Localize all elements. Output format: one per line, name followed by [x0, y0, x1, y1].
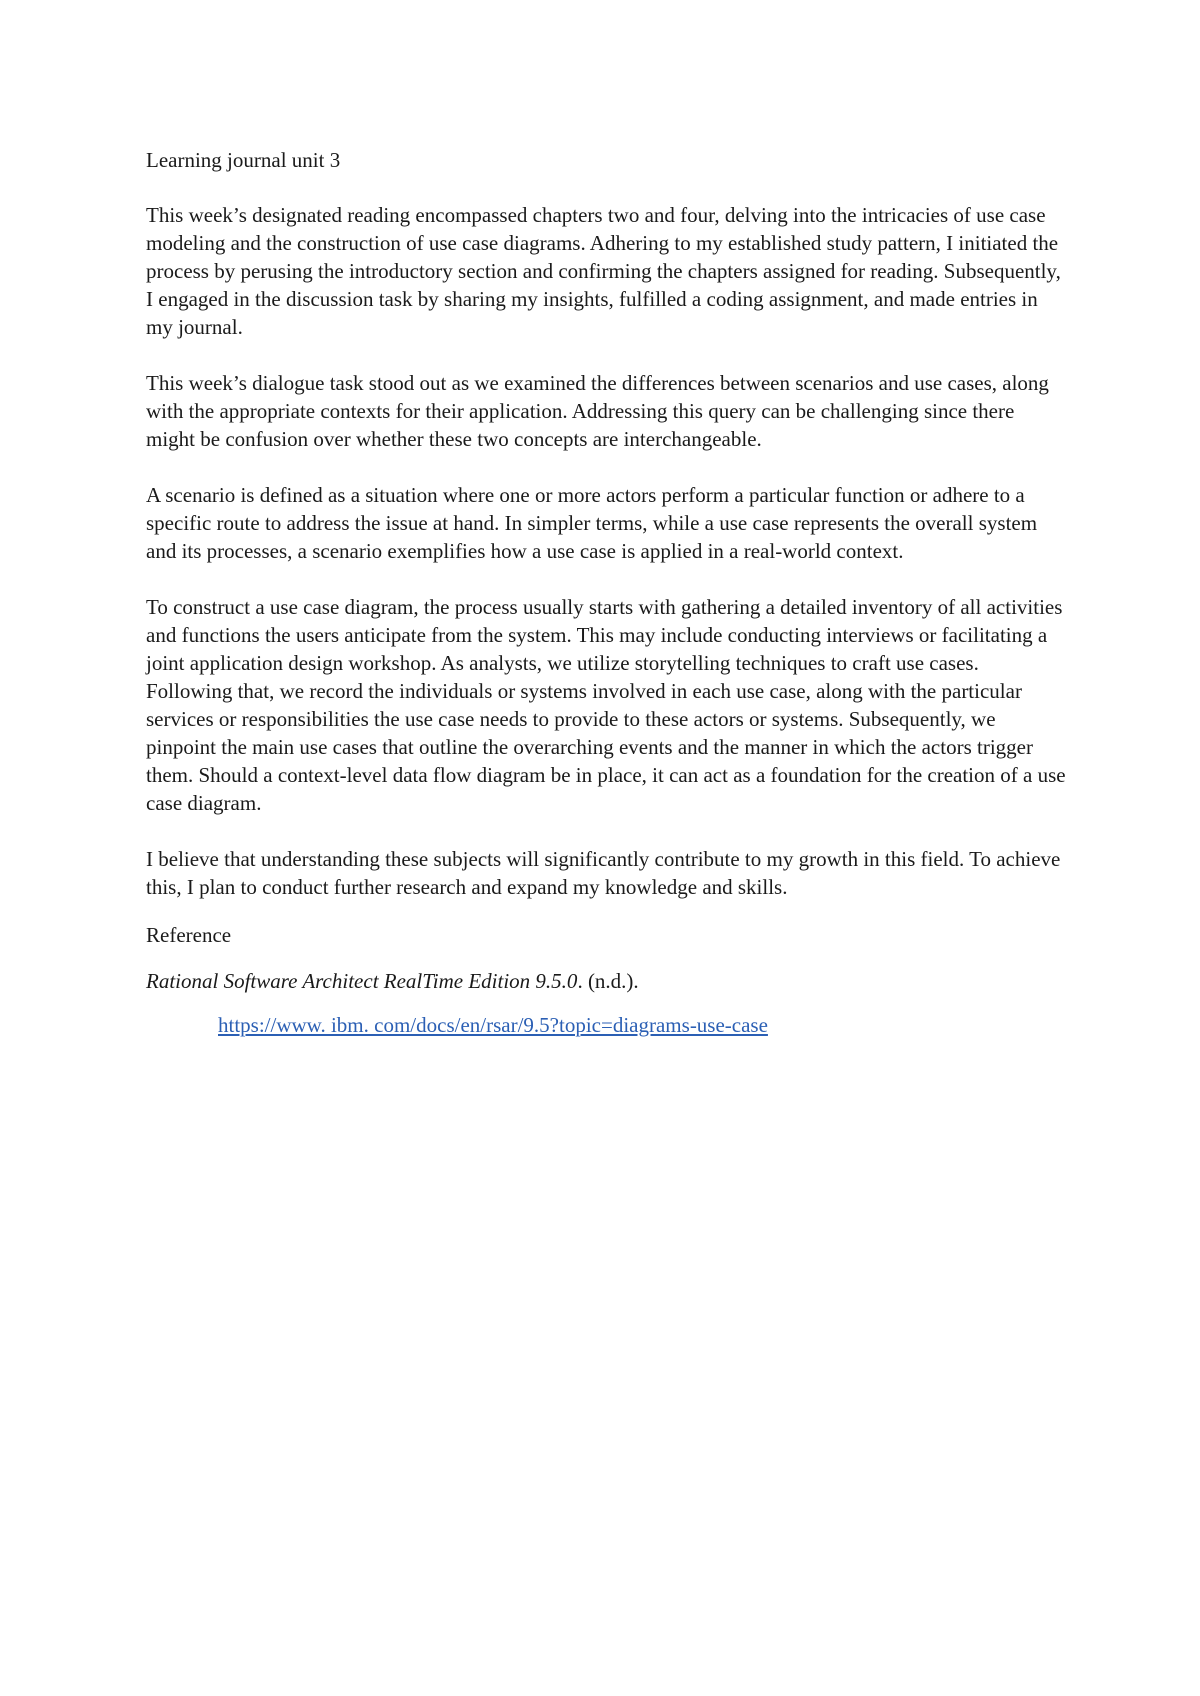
reference-entry — [146, 967, 1066, 995]
document-title: Learning journal unit 3 — [146, 148, 341, 172]
document-body — [146, 146, 1066, 1039]
reference-title: Rational Software Architect RealTime Edition 9.5.0 — [146, 969, 578, 993]
paragraph-conclusion: I believe that understanding these subjects will significantly contribute to my growth in this field. To achieve this, I plan to conduct further research and expand my knowledge and skills. — [146, 847, 1061, 899]
paragraph-scenario-definition: A scenario is defined as a situation where one or more actors perform a particular function or adhere to a specific route to address the issue at hand. In simpler terms, while a use case represents the overall system and its processes, a scenario exemplifies how a use case is applied in a real-world context. — [146, 483, 1038, 563]
paragraph-reading-summary: This week’s designated reading encompassed chapters two and four, delving into the intricacies of use case modeling and the construction of use case diagrams. Adhering to my established study pattern, I initiated the process by perusing the introductory section and confirming the chapters assigned for reading. Subsequently, I engaged in the discussion task by sharing my insights, fulfilled a coding assignment, and made entries in my journal. — [146, 203, 1061, 339]
reference-heading: Reference — [146, 923, 232, 947]
reference-link-line — [146, 1011, 1066, 1039]
reference-suffix: . (n.d.). — [577, 969, 639, 993]
paragraph-dialogue-task: This week’s dialogue task stood out as we examined the differences between scenarios and use cases, along with the appropriate contexts for their application. Addressing this query can be challenging since there might be confusion over whether these two concepts are interchangeable. — [146, 371, 1049, 451]
paragraph-use-case-diagram: To construct a use case diagram, the process usually starts with gathering a detailed inventory of all activities and functions the users anticipate from the system. This may include conducting interviews or facilitating a joint application design workshop. As analysts, we utilize storytelling techniques to craft use cases. Following that, we record the individuals or systems involved in each use case, along with the particular services or responsibilities the use case needs to provide to these actors or systems. Subsequently, we pinpoint the main use cases that outline the overarching events and the manner in which the actors trigger them. Should a context-level data flow diagram be in place, it can act as a foundation for the creation of a use case diagram. — [146, 595, 1066, 815]
reference-link[interactable]: https://www. ibm. com/docs/en/rsar/9.5?topic=diagrams-use-case — [218, 1013, 768, 1037]
